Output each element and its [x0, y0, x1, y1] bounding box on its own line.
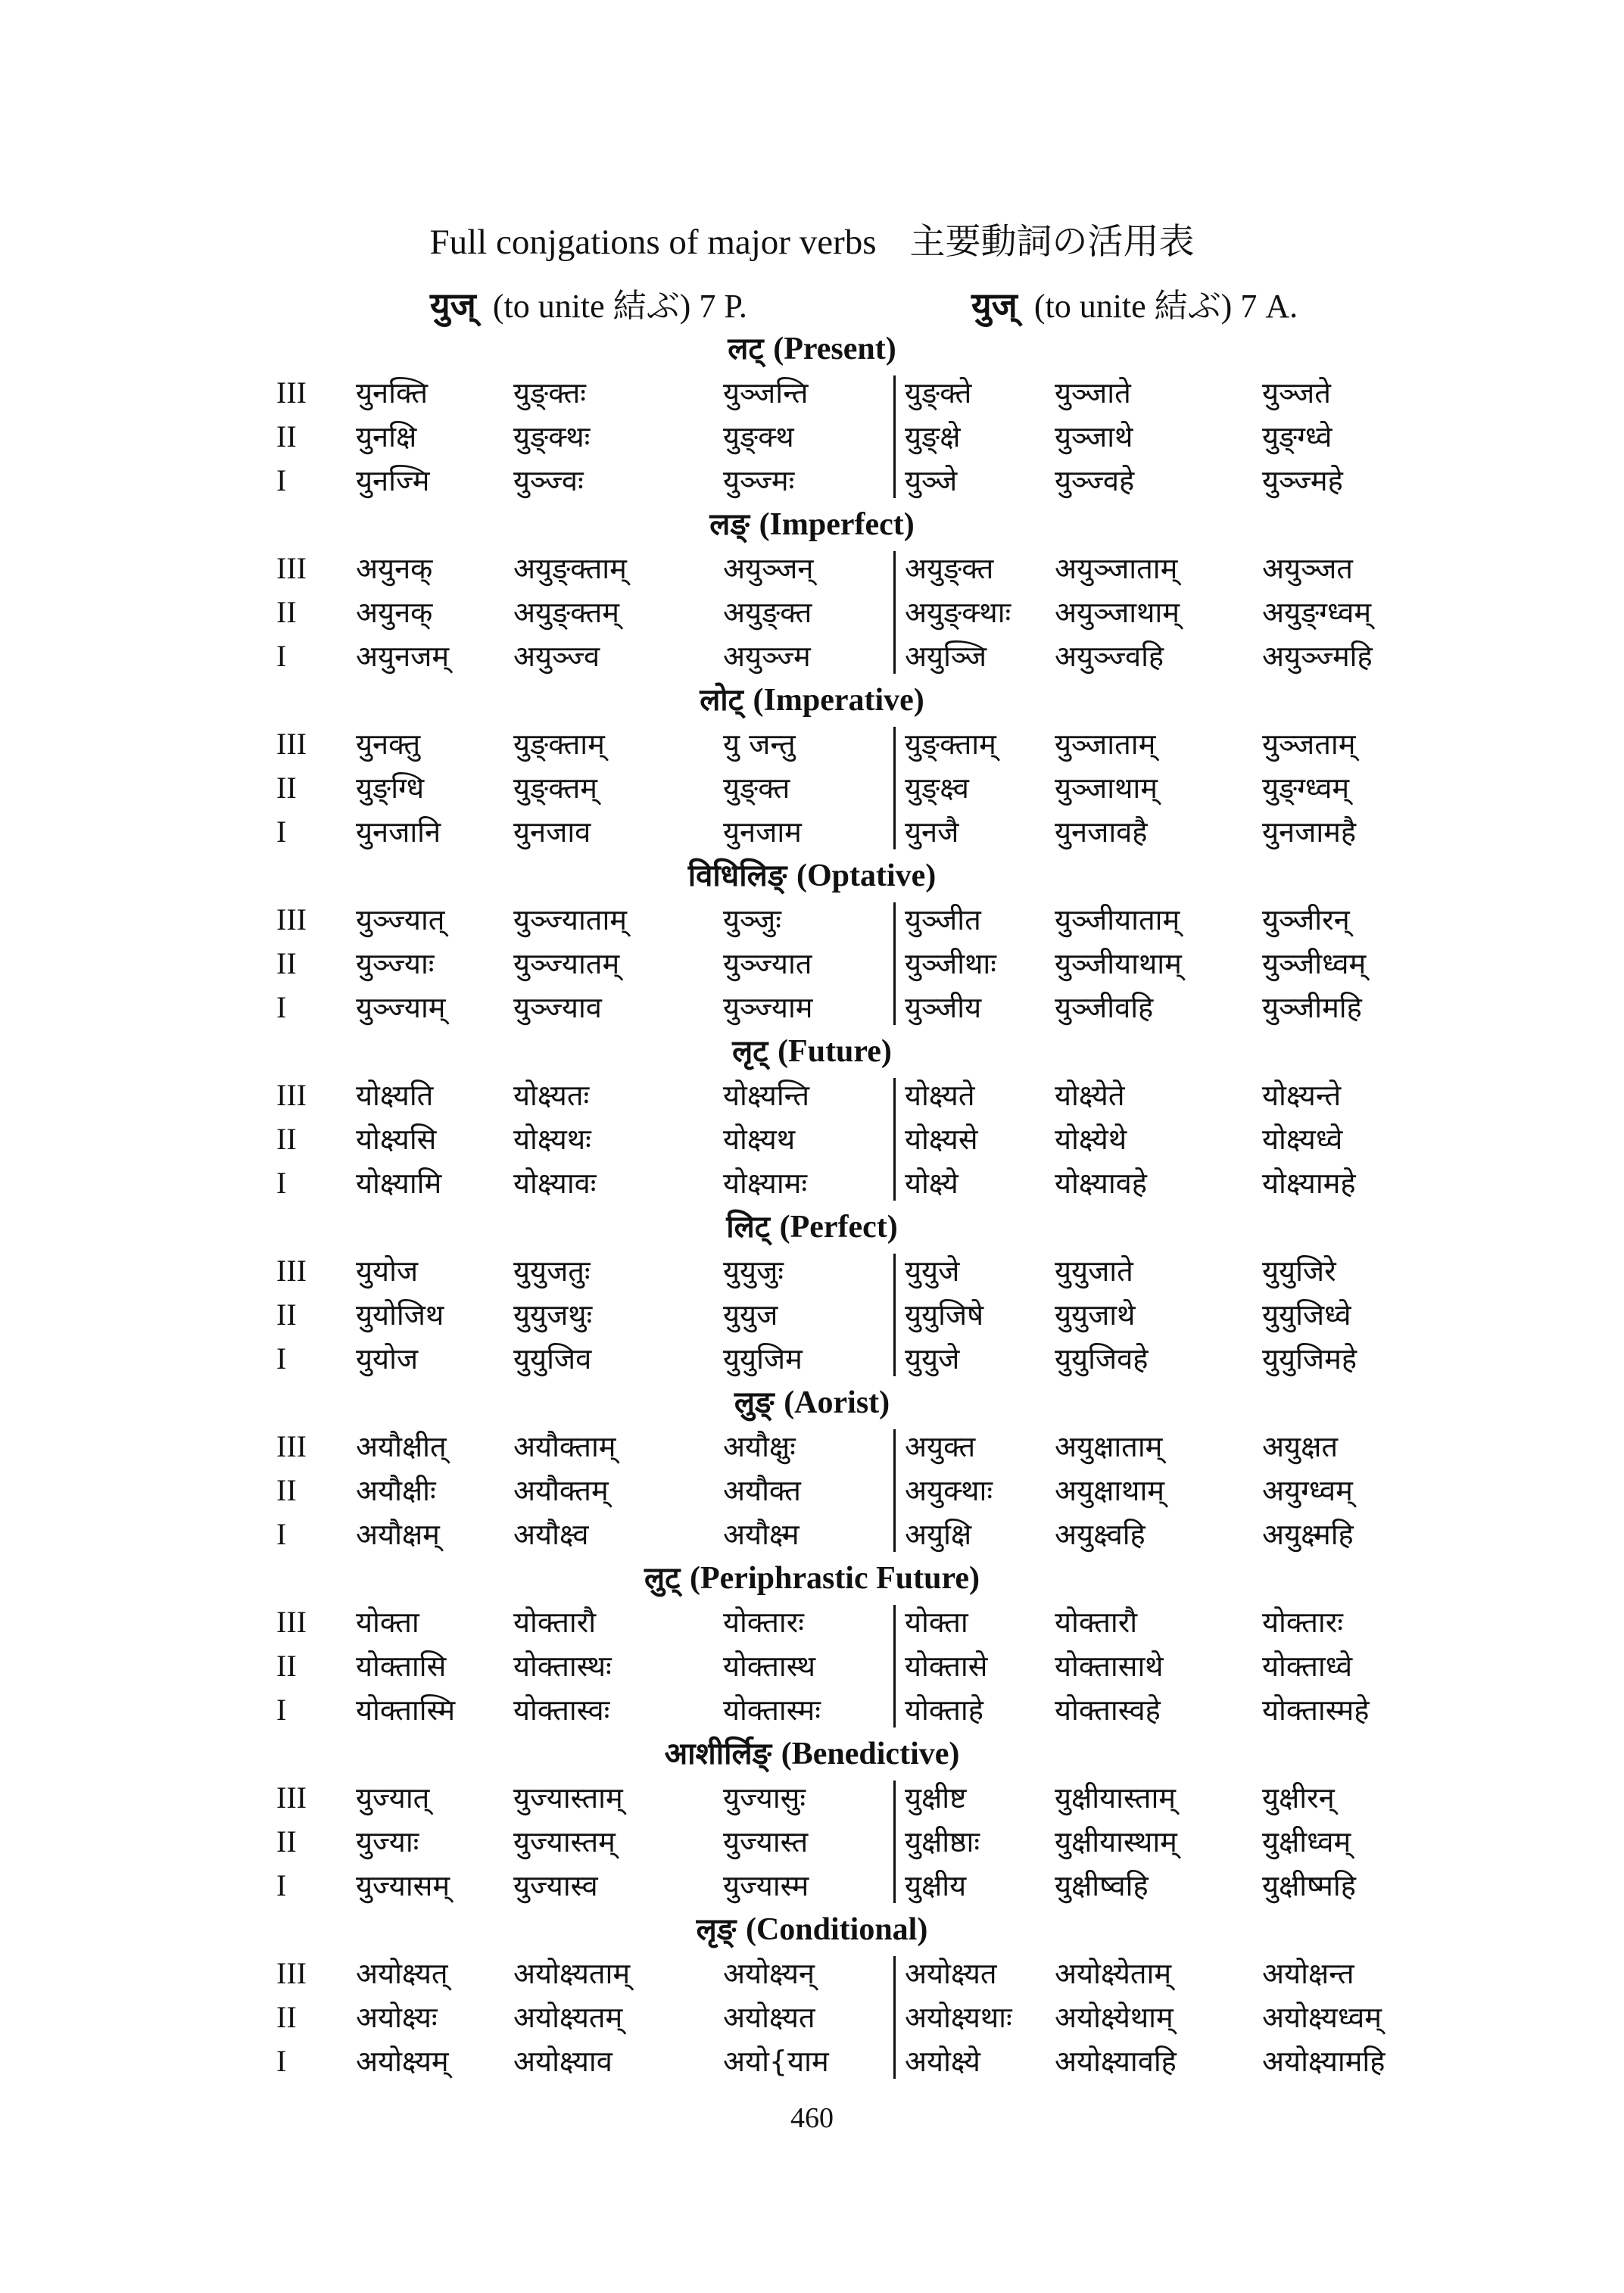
- parasmaipada-form: युज्यात्: [356, 1781, 430, 1815]
- verb-gloss: (to unite 結ぶ) 7 A.: [1033, 288, 1298, 325]
- atmanepada-form: युञ्जे: [905, 464, 958, 497]
- atmanepada-form: युयुजिमहे: [1262, 1342, 1357, 1375]
- tense-name-english: (Present): [773, 332, 896, 366]
- tense-section: [0, 503, 1624, 678]
- person-label: II: [276, 419, 297, 453]
- atmanepada-form: योक्ष्यामहे: [1262, 1167, 1356, 1200]
- atmanepada-form: युयुजाते: [1055, 1254, 1133, 1288]
- parasmaipada-form: योक्तारौ: [513, 1606, 597, 1639]
- parasmaipada-form: योक्ष्यावः: [513, 1167, 597, 1200]
- person-label: I: [276, 815, 287, 849]
- table-row: [0, 1776, 1624, 1820]
- parasmaipada-form: योक्तास्थ: [723, 1650, 816, 1683]
- parasmaipada-form: यु जन्तु: [723, 727, 796, 761]
- parasmaipada-form: युङ्क्तम्: [513, 771, 597, 805]
- atmanepada-form: अयोक्ष्यामहि: [1262, 2045, 1386, 2078]
- parasmaipada-form: युञ्ज्याः: [356, 947, 435, 980]
- table-row: [0, 1249, 1624, 1293]
- parasmaipada-form: युज्यास्व: [513, 1869, 598, 1902]
- table-row: [0, 942, 1624, 986]
- parasmaipada-form: अयुञ्ज्म: [723, 640, 811, 673]
- parasmaipada-form: अयुनजम्: [356, 640, 450, 673]
- atmanepada-form: अयोक्ष्ये: [905, 2045, 980, 2078]
- atmanepada-form: अयुक्षत: [1262, 1430, 1338, 1463]
- atmanepada-form: योक्ष्यसे: [905, 1123, 978, 1156]
- tense-heading: [0, 1205, 1624, 1249]
- tense-name-english: (Benedictive): [781, 1737, 960, 1771]
- atmanepada-form: अयोक्ष्यध्वम्: [1262, 2001, 1382, 2034]
- atmanepada-form: युयुजिवहे: [1055, 1342, 1149, 1375]
- person-label: II: [276, 1473, 297, 1507]
- person-label: II: [276, 1824, 297, 1858]
- atmanepada-form: योक्तारौ: [1055, 1606, 1138, 1639]
- atmanepada-form: अयुञ्जाथाम्: [1055, 596, 1180, 629]
- atmanepada-form: अयुञ्जि: [905, 640, 987, 673]
- parasmaipada-form: युनक्तु: [356, 727, 421, 761]
- atmanepada-form: अयुञ्ज्महि: [1262, 640, 1373, 673]
- page-number: 460: [790, 2102, 834, 2134]
- parasmaipada-form: युयोजिथ: [356, 1298, 444, 1332]
- person-label: II: [276, 946, 297, 980]
- table-row: [0, 1073, 1624, 1117]
- parasmaipada-form: अयोक्ष्यताम्: [513, 1957, 631, 1990]
- tense-name-sanskrit: लोट्: [700, 683, 743, 718]
- atmanepada-form: युञ्जीध्वम्: [1262, 947, 1367, 980]
- tense-name-english: (Aorist): [784, 1385, 890, 1420]
- atmanepada-form: युञ्जीयाताम्: [1055, 903, 1180, 936]
- tense-heading: [0, 678, 1624, 722]
- parasmaipada-form: अयौक्ष्व: [513, 1518, 589, 1551]
- tense-heading: [0, 1381, 1624, 1425]
- parasmaipada-form: योक्ष्यतः: [513, 1079, 590, 1112]
- atmanepada-form: योक्ष्येथे: [1055, 1123, 1127, 1156]
- person-label: III: [276, 727, 307, 761]
- person-label: I: [276, 639, 287, 673]
- atmanepada-form: युक्षीयास्थाम्: [1055, 1825, 1177, 1858]
- parasmaipada-form: युयोज: [356, 1254, 419, 1288]
- atmanepada-form: युयुजिषे: [905, 1298, 984, 1332]
- atmanepada-form: युङ्क्ष्व: [905, 771, 969, 805]
- tense-section: [0, 327, 1624, 503]
- tense-section: [0, 854, 1624, 1030]
- parasmaipada-form: अयोक्ष्याव: [513, 2045, 613, 2078]
- atmanepada-form: अयुञ्जाताम्: [1055, 552, 1178, 585]
- person-label: III: [276, 902, 307, 936]
- atmanepada-form: अयुक्षाताम्: [1055, 1430, 1163, 1463]
- atmanepada-form: अयुञ्जत: [1262, 552, 1353, 585]
- atmanepada-form: योक्ताहे: [905, 1693, 983, 1727]
- table-row: [0, 459, 1624, 503]
- tense-heading: [0, 1908, 1624, 1952]
- atmanepada-form: अयुक्षाथाम्: [1055, 1474, 1165, 1507]
- atmanepada-form: युक्षीयास्ताम्: [1055, 1781, 1177, 1815]
- parasmaipada-form: युङ्क्थ: [723, 420, 794, 453]
- person-label: III: [276, 1956, 307, 1990]
- person-label: III: [276, 1429, 307, 1463]
- parasmaipada-form: योक्तासि: [356, 1650, 447, 1683]
- tense-section: [0, 1908, 1624, 2083]
- atmanepada-form: युक्षीष्ट: [905, 1781, 967, 1815]
- table-row: [0, 1117, 1624, 1161]
- tense-section: [0, 678, 1624, 854]
- parasmaipada-form: युयोज: [356, 1342, 419, 1375]
- table-row: [0, 415, 1624, 459]
- atmanepada-form: युञ्जीय: [905, 991, 982, 1024]
- atmanepada-form: अयोक्ष्येथाम्: [1055, 2001, 1174, 2034]
- parasmaipada-form: युञ्ज्याम्: [356, 991, 446, 1024]
- atmanepada-form: अयुग्ध्वम्: [1262, 1474, 1353, 1507]
- table-row: [0, 1864, 1624, 1908]
- parasmaipada-form: युयुजिम: [723, 1342, 803, 1375]
- atmanepada-form: युक्षीष्महि: [1262, 1869, 1356, 1902]
- parasmaipada-form: युज्यास्ताम्: [513, 1781, 623, 1815]
- parasmaipada-form: युञ्ज्याताम्: [513, 903, 628, 936]
- tense-name-english: (Conditional): [745, 1912, 928, 1947]
- atmanepada-form: अयोक्ष्यावहि: [1055, 2045, 1177, 2078]
- parasmaipada-form: युञ्ज्याम: [723, 991, 813, 1024]
- atmanepada-form: अयुङ्क्त: [905, 552, 994, 585]
- atmanepada-form: योक्ष्यन्ते: [1262, 1079, 1342, 1112]
- person-label: I: [276, 1868, 287, 1902]
- parasmaipada-form: अयुनक्: [356, 552, 433, 585]
- parasmaipada-form: अयौक्तम्: [513, 1474, 609, 1507]
- atmanepada-form: युञ्जाताम्: [1055, 727, 1156, 761]
- atmanepada-form: अयुङ्क्थाः: [905, 596, 1011, 629]
- atmanepada-form: योक्ता: [905, 1606, 968, 1639]
- parasmaipada-form: युङ्क्त: [723, 771, 790, 805]
- person-label: I: [276, 1166, 287, 1200]
- parasmaipada-form: युङ्ग्धि: [356, 771, 425, 805]
- atmanepada-form: अयुक्षि: [905, 1518, 972, 1551]
- title-english: Full conjgations of major verbs: [429, 223, 877, 262]
- table-row: [0, 1995, 1624, 2039]
- parasmaipada-form: युज्यास्त: [723, 1825, 809, 1858]
- atmanepada-form: अयुक्त: [905, 1430, 976, 1463]
- parasmaipada-form: योक्ष्यामि: [356, 1167, 442, 1200]
- parasmaipada-form: युञ्ज्याव: [513, 991, 602, 1024]
- atmanepada-form: युक्षीध्वम्: [1262, 1825, 1351, 1858]
- atmanepada-form: अयोक्ष्येताम्: [1055, 1957, 1172, 1990]
- atmanepada-form: योक्ष्यते: [905, 1079, 975, 1112]
- parasmaipada-form: युनक्षि: [356, 420, 417, 453]
- tense-name-english: (Perfect): [779, 1210, 898, 1245]
- atmanepada-form: योक्तारः: [1262, 1606, 1343, 1639]
- tense-heading: [0, 1732, 1624, 1776]
- parasmaipada-form: युञ्ज्यात्: [356, 903, 445, 936]
- verb-root: युज्: [971, 285, 1018, 326]
- tense-section: [0, 1030, 1624, 1205]
- parasmaipada-form: योक्ता: [356, 1606, 419, 1639]
- parasmaipada-form: योक्ष्यन्ति: [723, 1079, 810, 1112]
- parasmaipada-form: युनज्मि: [356, 464, 430, 497]
- atmanepada-form: अयुक्थाः: [905, 1474, 993, 1507]
- parasmaipada-form: योक्तास्वः: [513, 1693, 610, 1727]
- parasmaipada-form: युज्यास्तम्: [513, 1825, 616, 1858]
- parasmaipada-form: युनजानि: [356, 815, 441, 849]
- atmanepada-form: युनजै: [905, 815, 959, 849]
- atmanepada-form: युञ्ज्वहे: [1055, 464, 1135, 497]
- parasmaipada-form: युञ्ज्यातम्: [513, 947, 620, 980]
- tense-name-sanskrit: लिट्: [726, 1210, 770, 1245]
- parasmaipada-form: अयौक्ष्म: [723, 1518, 800, 1551]
- person-label: I: [276, 1517, 287, 1551]
- parasmaipada-form: युज्यास्म: [723, 1869, 809, 1902]
- parasmaipada-form: योक्ष्यसि: [356, 1123, 437, 1156]
- tense-name-sanskrit: लुट्: [644, 1561, 681, 1596]
- parasmaipada-form: अयोक्ष्यन्: [723, 1957, 815, 1990]
- tense-name-sanskrit: विधिलिङ्: [687, 858, 787, 893]
- parasmaipada-form: युयुजिव: [513, 1342, 592, 1375]
- atmanepada-form: युङ्क्षे: [905, 420, 961, 453]
- table-row: [0, 1513, 1624, 1556]
- tense-section: [0, 1205, 1624, 1381]
- title-japanese: 主要動詞の活用表: [909, 223, 1195, 262]
- person-label: III: [276, 1078, 307, 1112]
- parasmaipada-form: अयुञ्ज्व: [513, 640, 600, 673]
- parasmaipada-form: अयुञ्जन्: [723, 552, 814, 585]
- atmanepada-form: युयुजे: [905, 1342, 960, 1375]
- table-row: [0, 1293, 1624, 1337]
- atmanepada-form: युक्षीष्ठाः: [905, 1825, 980, 1858]
- table-row: [0, 810, 1624, 854]
- verb-head-atmanepada: [971, 280, 1298, 330]
- parasmaipada-form: युञ्ज्यात: [723, 947, 812, 980]
- parasmaipada-form: युयुजथुः: [513, 1298, 593, 1332]
- parasmaipada-form: अयोक्ष्यत्: [356, 1957, 448, 1990]
- parasmaipada-form: अयोक्ष्यत: [723, 2001, 815, 2034]
- table-row: [0, 1337, 1624, 1381]
- atmanepada-form: योक्तास्महे: [1262, 1693, 1370, 1727]
- atmanepada-form: युञ्जीरन्: [1262, 903, 1350, 936]
- tense-name-sanskrit: लट्: [728, 332, 764, 366]
- tense-name-sanskrit: लङ्: [709, 507, 750, 542]
- atmanepada-form: योक्ष्यावहे: [1055, 1167, 1147, 1200]
- atmanepada-form: अयुक्ष्वहि: [1055, 1518, 1146, 1551]
- table-row: [0, 1469, 1624, 1513]
- person-label: I: [276, 2044, 287, 2078]
- parasmaipada-form: युनजाव: [513, 815, 591, 849]
- person-label: II: [276, 1298, 297, 1332]
- parasmaipada-form: अयुङ्क्ताम्: [513, 552, 627, 585]
- atmanepada-form: युयुजिरे: [1262, 1254, 1336, 1288]
- verb-head-parasmaipada: [430, 280, 747, 330]
- parasmaipada-form: युज्याः: [356, 1825, 419, 1858]
- parasmaipada-form: युयुज: [723, 1298, 778, 1332]
- parasmaipada-form: योक्ष्यथ: [723, 1123, 796, 1156]
- table-row: [0, 2039, 1624, 2083]
- person-label: III: [276, 1781, 307, 1815]
- parasmaipada-form: अयुनक्: [356, 596, 433, 629]
- atmanepada-form: योक्तास्वहे: [1055, 1693, 1161, 1727]
- tense-name-english: (Imperfect): [759, 507, 915, 542]
- tense-heading: [0, 1556, 1624, 1600]
- parasmaipada-form: अयौक्षम्: [356, 1518, 440, 1551]
- parasmaipada-form: युज्यासुः: [723, 1781, 806, 1815]
- table-row: [0, 371, 1624, 415]
- atmanepada-form: योक्ताध्वे: [1262, 1650, 1353, 1683]
- person-label: II: [276, 595, 297, 629]
- tense-section: [0, 1732, 1624, 1908]
- parasmaipada-form: अयुङ्क्तम्: [513, 596, 620, 629]
- parasmaipada-form: युयुजुः: [723, 1254, 784, 1288]
- table-row: [0, 1600, 1624, 1644]
- tense-name-sanskrit: लृङ्: [696, 1912, 737, 1947]
- parasmaipada-form: अयुङ्क्त: [723, 596, 812, 629]
- atmanepada-form: युञ्जाथाम्: [1055, 771, 1158, 805]
- person-label: I: [276, 1693, 287, 1727]
- parasmaipada-form: अयौक्ताम्: [513, 1430, 616, 1463]
- table-row: [0, 547, 1624, 590]
- person-label: I: [276, 990, 287, 1024]
- parasmaipada-form: युञ्जन्ति: [723, 376, 809, 410]
- tense-heading: [0, 854, 1624, 898]
- atmanepada-form: युञ्जीवहि: [1055, 991, 1154, 1024]
- atmanepada-form: युञ्जीत: [905, 903, 981, 936]
- atmanepada-form: युञ्जाथे: [1055, 420, 1133, 453]
- atmanepada-form: योक्तासाथे: [1055, 1650, 1164, 1683]
- parasmaipada-form: अयौक्षीः: [356, 1474, 436, 1507]
- table-row: [0, 722, 1624, 766]
- atmanepada-form: युञ्जाते: [1055, 376, 1131, 410]
- parasmaipada-form: योक्तास्थः: [513, 1650, 612, 1683]
- tense-name-english: (Imperative): [753, 683, 924, 718]
- parasmaipada-form: योक्ष्यामः: [723, 1167, 808, 1200]
- tense-heading: [0, 1030, 1624, 1073]
- atmanepada-form: योक्तासे: [905, 1650, 988, 1683]
- atmanepada-form: योक्ष्येते: [1055, 1079, 1125, 1112]
- parasmaipada-form: युज्यासम्: [356, 1869, 450, 1902]
- parasmaipada-form: युनजाम: [723, 815, 802, 849]
- parasmaipada-form: अयोक्ष्यः: [356, 2001, 438, 2034]
- verb-gloss: (to unite 結ぶ) 7 P.: [492, 288, 747, 325]
- table-row: [0, 986, 1624, 1030]
- atmanepada-form: अयुक्ष्महि: [1262, 1518, 1354, 1551]
- atmanepada-form: युञ्ज्महे: [1262, 464, 1343, 497]
- atmanepada-form: युनजावहै: [1055, 815, 1148, 849]
- tense-name-sanskrit: लुङ्: [734, 1385, 775, 1420]
- page-title: [0, 216, 1624, 269]
- atmanepada-form: युयुजिध्वे: [1262, 1298, 1351, 1332]
- table-row: [0, 1820, 1624, 1864]
- tense-section: [0, 1381, 1624, 1556]
- tense-name-english: (Optative): [796, 858, 937, 893]
- parasmaipada-form: अयो{याम: [723, 2045, 829, 2078]
- atmanepada-form: योक्ष्ये: [905, 1167, 959, 1200]
- table-row: [0, 634, 1624, 678]
- parasmaipada-form: योक्तास्मि: [356, 1693, 456, 1727]
- table-row: [0, 1644, 1624, 1688]
- parasmaipada-form: युञ्जुः: [723, 903, 781, 936]
- person-label: II: [276, 771, 297, 805]
- parasmaipada-form: युङ्क्थः: [513, 420, 591, 453]
- person-label: I: [276, 463, 287, 497]
- parasmaipada-form: योक्ष्यति: [356, 1079, 434, 1112]
- atmanepada-form: युञ्जीमहि: [1262, 991, 1362, 1024]
- atmanepada-form: योक्ष्यध्वे: [1262, 1123, 1343, 1156]
- atmanepada-form: युक्षीय: [905, 1869, 967, 1902]
- atmanepada-form: युयुजे: [905, 1254, 960, 1288]
- tense-section: [0, 1556, 1624, 1732]
- atmanepada-form: अयुङ्ग्ध्वम्: [1262, 596, 1372, 629]
- person-label: III: [276, 375, 307, 410]
- tense-heading: [0, 327, 1624, 371]
- table-row: [0, 1952, 1624, 1995]
- person-label: II: [276, 1122, 297, 1156]
- table-row: [0, 898, 1624, 942]
- atmanepada-form: युञ्जीयाथाम्: [1055, 947, 1182, 980]
- parasmaipada-form: योक्तारः: [723, 1606, 804, 1639]
- atmanepada-form: युञ्जते: [1262, 376, 1331, 410]
- parasmaipada-form: योक्तास्मः: [723, 1693, 821, 1727]
- person-label: III: [276, 1254, 307, 1288]
- parasmaipada-form: योक्ष्यथः: [513, 1123, 591, 1156]
- parasmaipada-form: युनक्ति: [356, 376, 429, 410]
- person-label: I: [276, 1341, 287, 1375]
- table-row: [0, 1688, 1624, 1732]
- parasmaipada-form: युङ्क्ताम्: [513, 727, 605, 761]
- parasmaipada-form: युञ्ज्मः: [723, 464, 795, 497]
- tense-heading: [0, 503, 1624, 547]
- atmanepada-form: युङ्क्ते: [905, 376, 972, 410]
- person-label: II: [276, 1649, 297, 1683]
- person-label: III: [276, 1605, 307, 1639]
- parasmaipada-form: अयौक्षीत्: [356, 1430, 447, 1463]
- atmanepada-form: अयोक्ष्यथाः: [905, 2001, 1012, 2034]
- atmanepada-form: युञ्जीथाः: [905, 947, 996, 980]
- verb-root: युज्: [430, 285, 476, 326]
- tense-name-english: (Periphrastic Future): [690, 1561, 980, 1596]
- table-row: [0, 1425, 1624, 1469]
- atmanepada-form: अयोक्षन्त: [1262, 1957, 1354, 1990]
- parasmaipada-form: अयोक्ष्यतम्: [513, 2001, 623, 2034]
- parasmaipada-form: युङ्क्तः: [513, 376, 586, 410]
- table-row: [0, 1161, 1624, 1205]
- person-label: II: [276, 2000, 297, 2034]
- atmanepada-form: अयुञ्ज्वहि: [1055, 640, 1164, 673]
- atmanepada-form: युङ्ग्ध्वे: [1262, 420, 1333, 453]
- atmanepada-form: युक्षीरन्: [1262, 1781, 1335, 1815]
- atmanepada-form: युक्षीष्वहि: [1055, 1869, 1149, 1902]
- parasmaipada-form: अयौक्षुः: [723, 1430, 796, 1463]
- parasmaipada-form: युञ्ज्वः: [513, 464, 584, 497]
- parasmaipada-form: अयोक्ष्यम्: [356, 2045, 449, 2078]
- atmanepada-form: युङ्ग्ध्वम्: [1262, 771, 1350, 805]
- atmanepada-form: युङ्क्ताम्: [905, 727, 996, 761]
- tense-name-english: (Future): [778, 1034, 892, 1069]
- parasmaipada-form: युयुजतुः: [513, 1254, 591, 1288]
- atmanepada-form: युयुजाथे: [1055, 1298, 1136, 1332]
- person-label: III: [276, 551, 307, 585]
- tense-name-sanskrit: आशीर्लिङ्: [664, 1737, 772, 1771]
- tense-name-sanskrit: लृट्: [732, 1034, 768, 1069]
- parasmaipada-form: अयौक्त: [723, 1474, 801, 1507]
- table-row: [0, 590, 1624, 634]
- atmanepada-form: अयोक्ष्यत: [905, 1957, 997, 1990]
- table-row: [0, 766, 1624, 810]
- atmanepada-form: युञ्जताम्: [1262, 727, 1356, 761]
- atmanepada-form: युनजामहै: [1262, 815, 1357, 849]
